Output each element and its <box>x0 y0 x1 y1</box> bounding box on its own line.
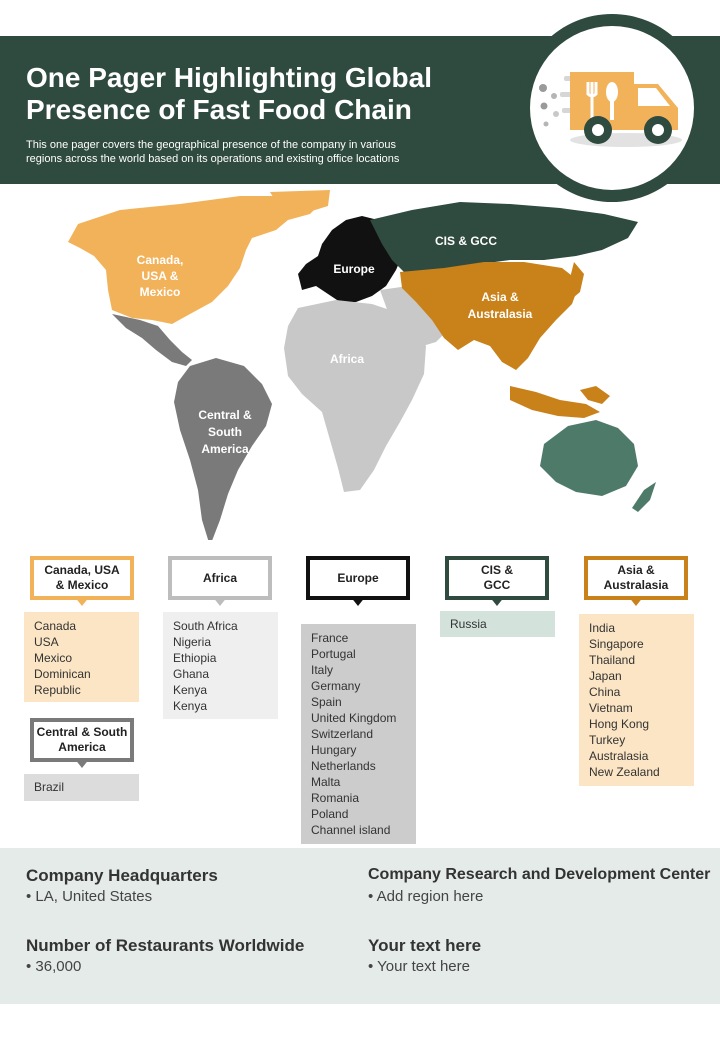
list-item: France <box>311 631 349 645</box>
region-list-asia <box>579 614 694 786</box>
region-title-europe: Europe <box>337 570 379 585</box>
map-label-na-3: Mexico <box>139 285 181 299</box>
list-item: Canada <box>34 619 77 633</box>
subtitle-line-2: regions across the world based on its operations and existing office locations <box>26 153 400 165</box>
map-label-africa: Africa <box>329 352 365 366</box>
list-item: United Kingdom <box>311 711 397 725</box>
map-label-sa-1: Central & <box>198 408 252 422</box>
list-item: Vietnam <box>589 701 633 715</box>
map-label-asia-2: Australasia <box>467 307 533 321</box>
region-title-sa-1: Central & South <box>36 725 128 739</box>
page-subtitle <box>26 138 466 166</box>
region-list-north-america <box>24 612 139 702</box>
list-item: Australasia <box>589 749 649 763</box>
region-box-cis <box>445 556 549 600</box>
list-item: Nigeria <box>173 635 212 649</box>
page-title <box>26 62 496 126</box>
map-region-central-america <box>112 314 192 366</box>
map-region-new-zealand <box>632 482 656 512</box>
list-item: New Zealand <box>589 765 660 779</box>
region-box-north-america <box>30 556 134 600</box>
subtitle-line-1: This one pager covers the geographical presence of the company in various <box>26 139 396 151</box>
region-title-sa-2: America <box>58 740 106 754</box>
list-item: Dominican <box>34 667 91 681</box>
list-item: Hungary <box>311 743 357 757</box>
region-box-europe <box>306 556 410 600</box>
list-item: Italy <box>311 663 334 677</box>
title-line-1: One Pager Highlighting Global <box>26 62 433 93</box>
region-title-africa: Africa <box>202 570 237 585</box>
list-item: Brazil <box>34 780 65 794</box>
restaurants-value: • 36,000 <box>26 958 82 975</box>
custom-value: • Your text here <box>368 958 470 975</box>
list-item: Germany <box>311 679 361 693</box>
list-item: Mexico <box>34 651 73 665</box>
list-item: Poland <box>311 807 349 821</box>
list-item: Republic <box>34 683 81 697</box>
hq-heading: Company Headquarters <box>26 866 218 885</box>
list-item: Singapore <box>589 637 644 651</box>
region-list-cis <box>440 611 555 637</box>
list-item: Turkey <box>589 733 626 747</box>
region-title-na-1: Canada, USA <box>44 563 120 577</box>
region-box-south-america <box>30 718 134 762</box>
list-item: Switzerland <box>311 727 374 741</box>
list-item: Ethiopia <box>173 651 217 665</box>
custom-heading: Your text here <box>368 936 482 955</box>
map-label-na-2: USA & <box>141 269 179 283</box>
region-box-asia <box>584 556 688 600</box>
map-label-sa-3: America <box>201 442 249 456</box>
list-item: South Africa <box>173 619 238 633</box>
region-box-africa <box>168 556 272 600</box>
map-label-na-1: Canada, <box>136 253 184 267</box>
list-item: Kenya <box>173 699 208 713</box>
hq-value: • LA, United States <box>26 888 153 905</box>
list-item: Thailand <box>589 653 636 667</box>
region-list-africa <box>163 612 278 719</box>
list-item: Kenya <box>173 683 208 697</box>
list-item: China <box>589 685 621 699</box>
map-region-north-america <box>68 196 324 324</box>
region-list-south-america <box>24 774 139 801</box>
list-item: Portugal <box>311 647 356 661</box>
region-title-asia-1: Asia & <box>617 563 655 577</box>
title-line-2: Presence of Fast Food Chain <box>26 94 412 125</box>
map-region-australia <box>540 420 638 496</box>
map-region-indonesia <box>580 386 610 404</box>
region-title-asia-2: Australasia <box>603 578 669 592</box>
list-item: Malta <box>311 775 341 789</box>
region-title-na-2: & Mexico <box>55 578 109 592</box>
region-list-europe <box>301 624 416 844</box>
map-label-europe: Europe <box>333 262 375 276</box>
rd-heading: Company Research and Development Center <box>368 866 711 883</box>
map-label-asia-1: Asia & <box>481 290 519 304</box>
list-item: Romania <box>311 791 360 805</box>
world-map <box>40 190 680 540</box>
region-title-cis-2: GCC <box>483 578 511 592</box>
list-item: Japan <box>589 669 622 683</box>
rd-value: • Add region here <box>368 888 484 905</box>
list-item: USA <box>34 635 59 649</box>
restaurants-heading: Number of Restaurants Worldwide <box>26 936 305 955</box>
list-item: Spain <box>311 695 342 709</box>
region-title-cis-1: CIS & <box>480 563 513 577</box>
map-label-sa-2: South <box>208 425 242 439</box>
food-truck-icon <box>530 26 694 190</box>
list-item: Ghana <box>173 667 210 681</box>
map-label-cis: CIS & GCC <box>434 234 498 248</box>
list-item: India <box>589 621 616 635</box>
list-item: Hong Kong <box>589 717 650 731</box>
list-item: Netherlands <box>311 759 376 773</box>
list-item: Russia <box>450 617 487 631</box>
list-item: Channel island <box>311 823 391 837</box>
